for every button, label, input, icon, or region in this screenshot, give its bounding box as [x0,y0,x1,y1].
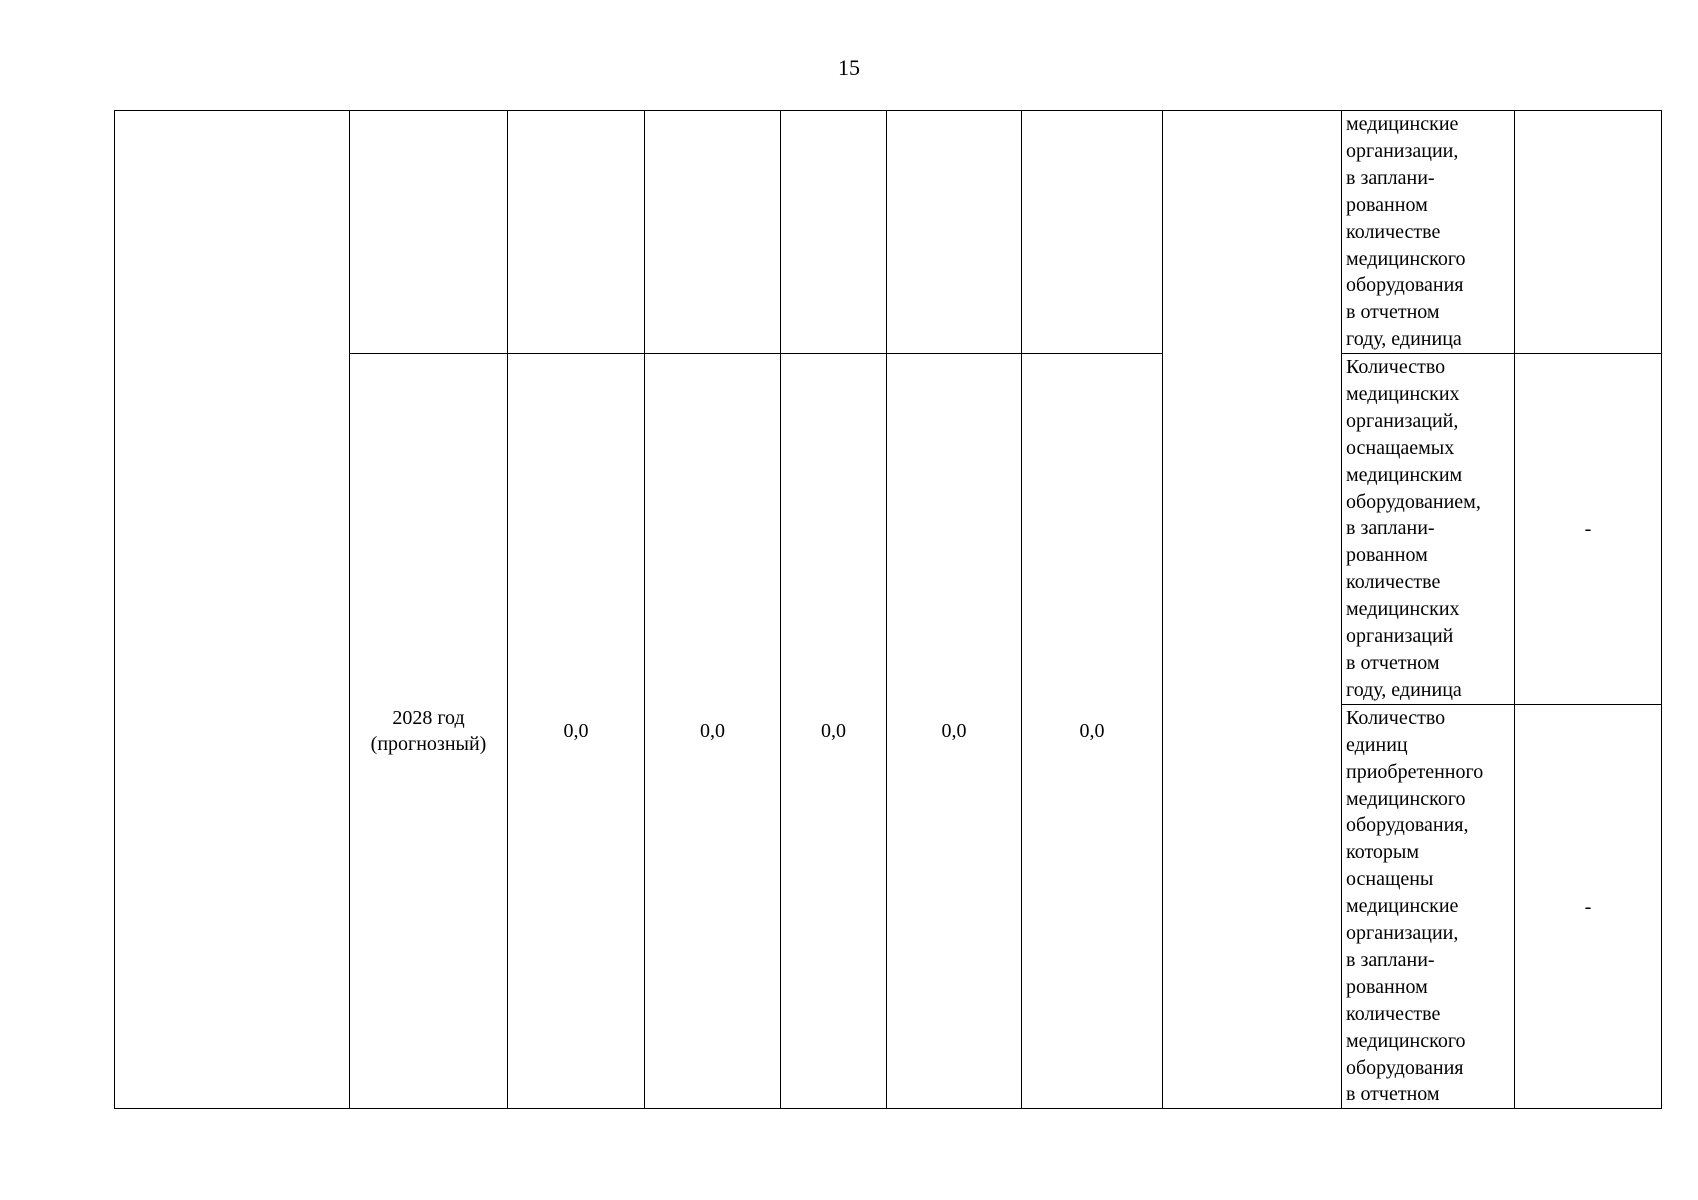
indicator-line: количестве [1346,1002,1441,1025]
indicator-line: организации, [1346,922,1459,945]
indicator-line: медицинских [1346,382,1460,405]
indicator-line: организации, [1346,139,1459,162]
page-number: 15 [838,55,860,80]
indicator-value: - [1515,704,1662,1109]
indicator-line: приобретенного [1346,760,1484,783]
indicator-line: в отчетном [1346,651,1440,674]
indicator-line: рованном [1346,975,1428,998]
indicator-line: оснащаемых [1346,436,1455,459]
indicator-value [1515,111,1662,354]
indicator-line: оборудования [1346,1056,1464,1079]
indicator-line: оснащены [1346,868,1434,891]
indicator-line: количестве [1346,571,1441,594]
value-cell: 0,0 [781,354,887,1109]
indicator-line: рованном [1346,193,1428,216]
table-row [115,111,1662,354]
year-cell-previous [350,111,508,354]
indicator-line: Количество [1346,356,1446,378]
indicator-line: году, единица [1346,328,1462,351]
indicator-line: медицинского [1346,1029,1466,1052]
value-cell-previous [887,111,1022,354]
indicator-line: оборудования, [1346,814,1469,837]
indicator-line: организаций [1346,625,1454,648]
name-cell [115,111,350,1109]
value-cell-previous [781,111,887,354]
indicator-cell [1342,704,1515,1109]
indicator-line: организаций, [1346,409,1459,432]
indicator-line: медицинские [1346,113,1459,135]
indicator-value: - [1515,354,1662,705]
indicator-line: медицинского [1346,247,1466,270]
indicator-line: количестве [1346,220,1441,243]
indicator-line: которым [1346,841,1420,864]
indicator-line: медицинским [1346,463,1463,486]
indicator-line: оборудования [1346,274,1464,297]
indicator-line: оборудованием, [1346,490,1481,513]
data-table [114,110,1662,1109]
empty-column-cell [1163,111,1342,1109]
indicator-cell [1342,354,1515,705]
indicator-line: единиц [1346,733,1408,756]
indicator-cell [1342,111,1515,354]
indicator-line: медицинские [1346,895,1459,918]
indicator-line: медицинского [1346,787,1466,810]
value-cell: 0,0 [1022,354,1163,1109]
value-cell-previous [645,111,781,354]
value-cell: 0,0 [508,354,645,1109]
indicator-line: Количество [1346,706,1446,729]
indicator-line: в заплани- [1346,517,1435,540]
indicator-line: в отчетном [1346,1083,1440,1106]
indicator-line: году, единица [1346,678,1462,701]
indicator-line: в заплани- [1346,166,1435,189]
value-cell: 0,0 [645,354,781,1109]
year-cell: 2028 год (прогнозный) [350,354,508,1109]
indicator-line: в отчетном [1346,301,1440,324]
value-cell: 0,0 [887,354,1022,1109]
indicator-line: медицинских [1346,598,1460,621]
value-cell-previous [508,111,645,354]
indicator-line: рованном [1346,544,1428,567]
value-cell-previous [1022,111,1163,354]
indicator-line: в заплани- [1346,948,1435,971]
